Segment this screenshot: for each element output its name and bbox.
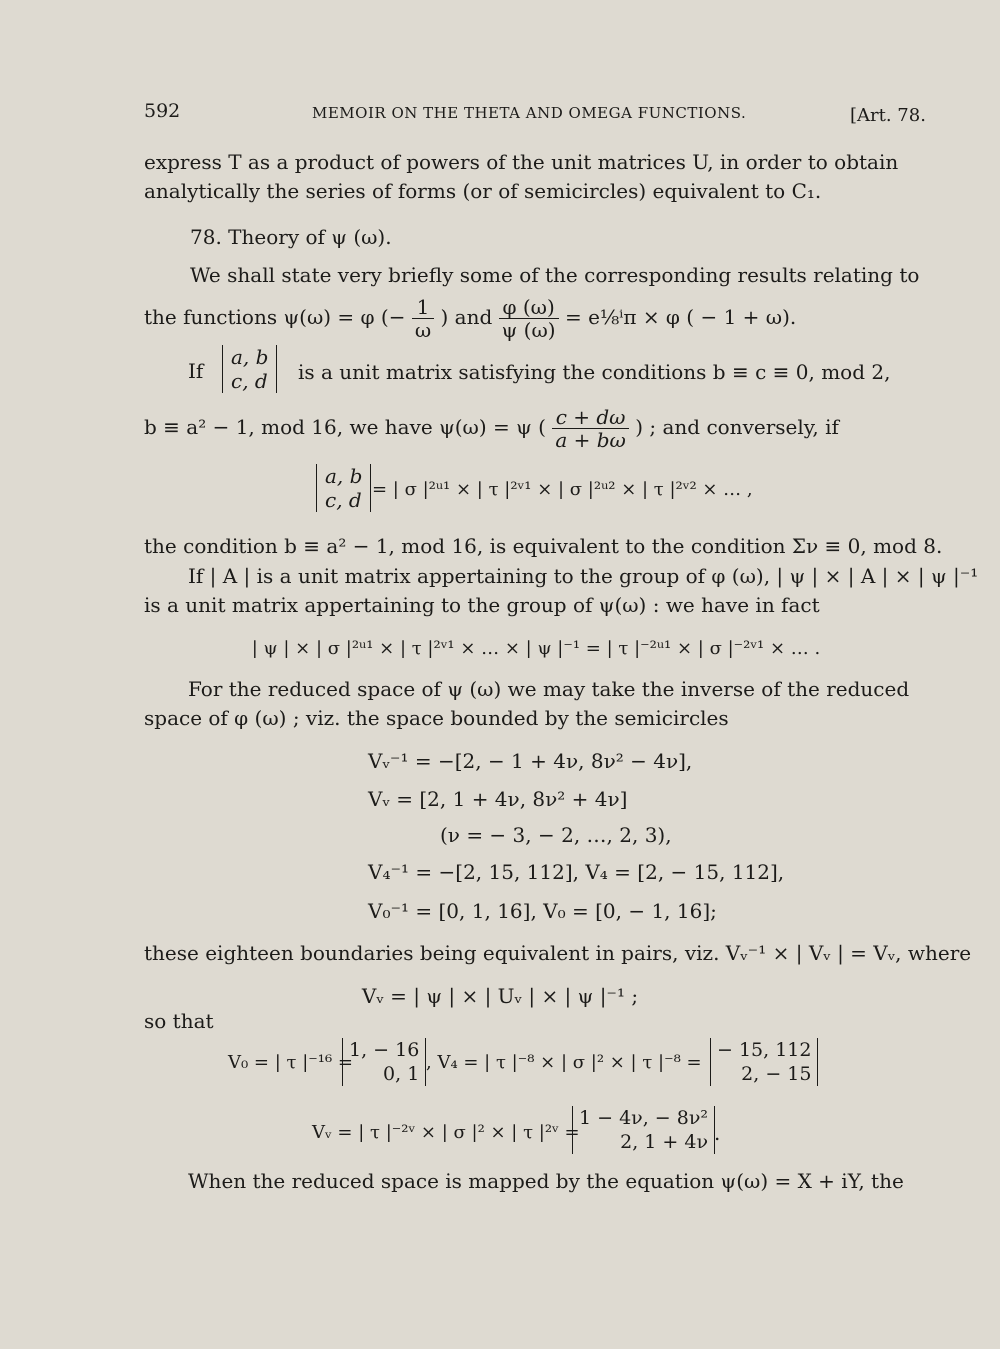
fraction-denominator: ψ (ω) — [501, 318, 556, 342]
text-line-12: these eighteen boundaries being equivalent in pairs, viz. Vᵥ⁻¹ × | Vᵥ | = Vᵥ, where — [144, 941, 972, 965]
text-line-10: For the reduced space of ψ (ω) we may take the inverse of the reduced — [188, 677, 910, 701]
condition-line — [144, 404, 839, 450]
matrix-row-1: a, b — [231, 345, 269, 369]
equation-v-nu-definition: Vᵥ = | ψ | × | Uᵥ | × | ψ |⁻¹ ; — [361, 984, 639, 1008]
text-line-8: If | A | is a unit matrix appertaining to the group of φ (ω), | ψ | × | A | × | ψ |⁻¹ — [188, 564, 979, 588]
text-line-7: the condition b ≡ a² − 1, mod 16, is equivalent to the condition Σν ≡ 0, mod 8. — [144, 534, 943, 558]
section-heading: 78. Theory of ψ (ω). — [190, 225, 392, 249]
text-line-3: We shall state very briefly some of the corresponding results relating to — [190, 263, 920, 287]
text-line-11: space of φ (ω) ; viz. the space bounded by the semicircles — [144, 706, 729, 730]
semicircle-v-inverse: Vᵥ⁻¹ = −[2, − 1 + 4ν, 8ν² − 4ν], — [368, 749, 693, 773]
equation-v-nu: Vᵥ = | τ |⁻²ᵛ × | σ |² × | τ |²ᵛ = — [312, 1122, 580, 1143]
matrix-row-1: − 15, 112 — [717, 1039, 812, 1061]
matrix-v-nu — [572, 1106, 715, 1154]
fraction-denominator: a + bω — [555, 428, 626, 452]
fraction-numerator: φ (ω) — [499, 296, 559, 319]
semicircle-v4: V₄⁻¹ = −[2, 15, 112], V₄ = [2, − 15, 112], — [368, 860, 785, 884]
semicircle-v0: V₀⁻¹ = [0, 1, 16], V₀ = [0, − 1, 16]; — [368, 899, 717, 923]
matrix-row-1: a, b — [325, 464, 363, 488]
text-line-14: When the reduced space is mapped by the equation ψ(ω) = X + iY, the — [188, 1169, 904, 1193]
semicircle-v: Vᵥ = [2, 1 + 4ν, 8ν² + 4ν] — [368, 787, 628, 811]
fraction-denominator: ω — [414, 318, 432, 342]
functions-line — [144, 294, 796, 340]
fraction-numerator: 1 — [412, 296, 434, 319]
nu-range: (ν = − 3, − 2, …, 2, 3), — [440, 823, 672, 847]
fraction-one-over-omega — [412, 296, 434, 341]
matrix-row-2: 2, 1 + 4ν — [620, 1131, 709, 1153]
matrix-abcd-2 — [316, 464, 371, 512]
equation-end-period: . — [714, 1121, 721, 1145]
text-line-13: so that — [144, 1009, 214, 1033]
equation-conjugation: | ψ | × | σ |²ᵘ¹ × | τ |²ᵛ¹ × … × | ψ |⁻¹ = | τ |⁻²ᵘ¹ × | σ |⁻²ᵛ¹ × … . — [251, 638, 821, 659]
running-title: MEMOIR ON THE THETA AND OMEGA FUNCTIONS. — [312, 104, 747, 122]
functions-text-c: = e⅛ⁱπ × φ ( − 1 + ω). — [564, 305, 797, 329]
text-line-9: is a unit matrix appertaining to the group of ψ(ω) : we have in fact — [144, 593, 820, 617]
if-word: If — [188, 359, 204, 383]
fraction-phi-over-psi — [499, 296, 559, 341]
text-line-2: analytically the series of forms (or of semicircles) equivalent to C₁. — [144, 179, 822, 203]
matrix-row-2: c, d — [325, 488, 362, 512]
page-number: 592 — [144, 100, 181, 122]
matrix-row-2: 0, 1 — [383, 1063, 420, 1085]
text-line-1: express T as a product of powers of the unit matrices U, in order to obtain — [144, 150, 899, 174]
matrix-row-2: c, d — [231, 369, 268, 393]
matrix-row-2: 2, − 15 — [741, 1063, 812, 1085]
matrix-v0 — [342, 1038, 426, 1086]
matrix-abcd — [222, 345, 277, 393]
fraction-numerator: c + dω — [552, 406, 629, 429]
equation-v0: V₀ = | τ |⁻¹⁶ = — [228, 1052, 354, 1073]
functions-text-b: ) and — [440, 305, 493, 329]
condition-text-a: b ≡ a² − 1, mod 16, we have ψ(ω) = ψ ( — [144, 415, 546, 439]
fraction-mobius — [552, 406, 629, 451]
functions-text-a: the functions ψ(ω) = φ (− — [144, 305, 406, 329]
article-marker: [Art. 78. — [850, 105, 926, 126]
matrix-row-1: 1 − 4ν, − 8ν² — [579, 1107, 709, 1129]
text-line-5: is a unit matrix satisfying the conditions b ≡ c ≡ 0, mod 2, — [298, 360, 891, 384]
equation-v4: , V₄ = | τ |⁻⁸ × | σ |² × | τ |⁻⁸ = — [426, 1052, 702, 1073]
matrix-row-1: 1, − 16 — [349, 1039, 420, 1061]
condition-text-b: ) ; and conversely, if — [635, 415, 839, 439]
equation-product-decomposition: = | σ |²ᵘ¹ × | τ |²ᵛ¹ × | σ |²ᵘ² × | τ |²ᵛ² × … , — [372, 479, 753, 500]
matrix-v4 — [710, 1038, 818, 1086]
